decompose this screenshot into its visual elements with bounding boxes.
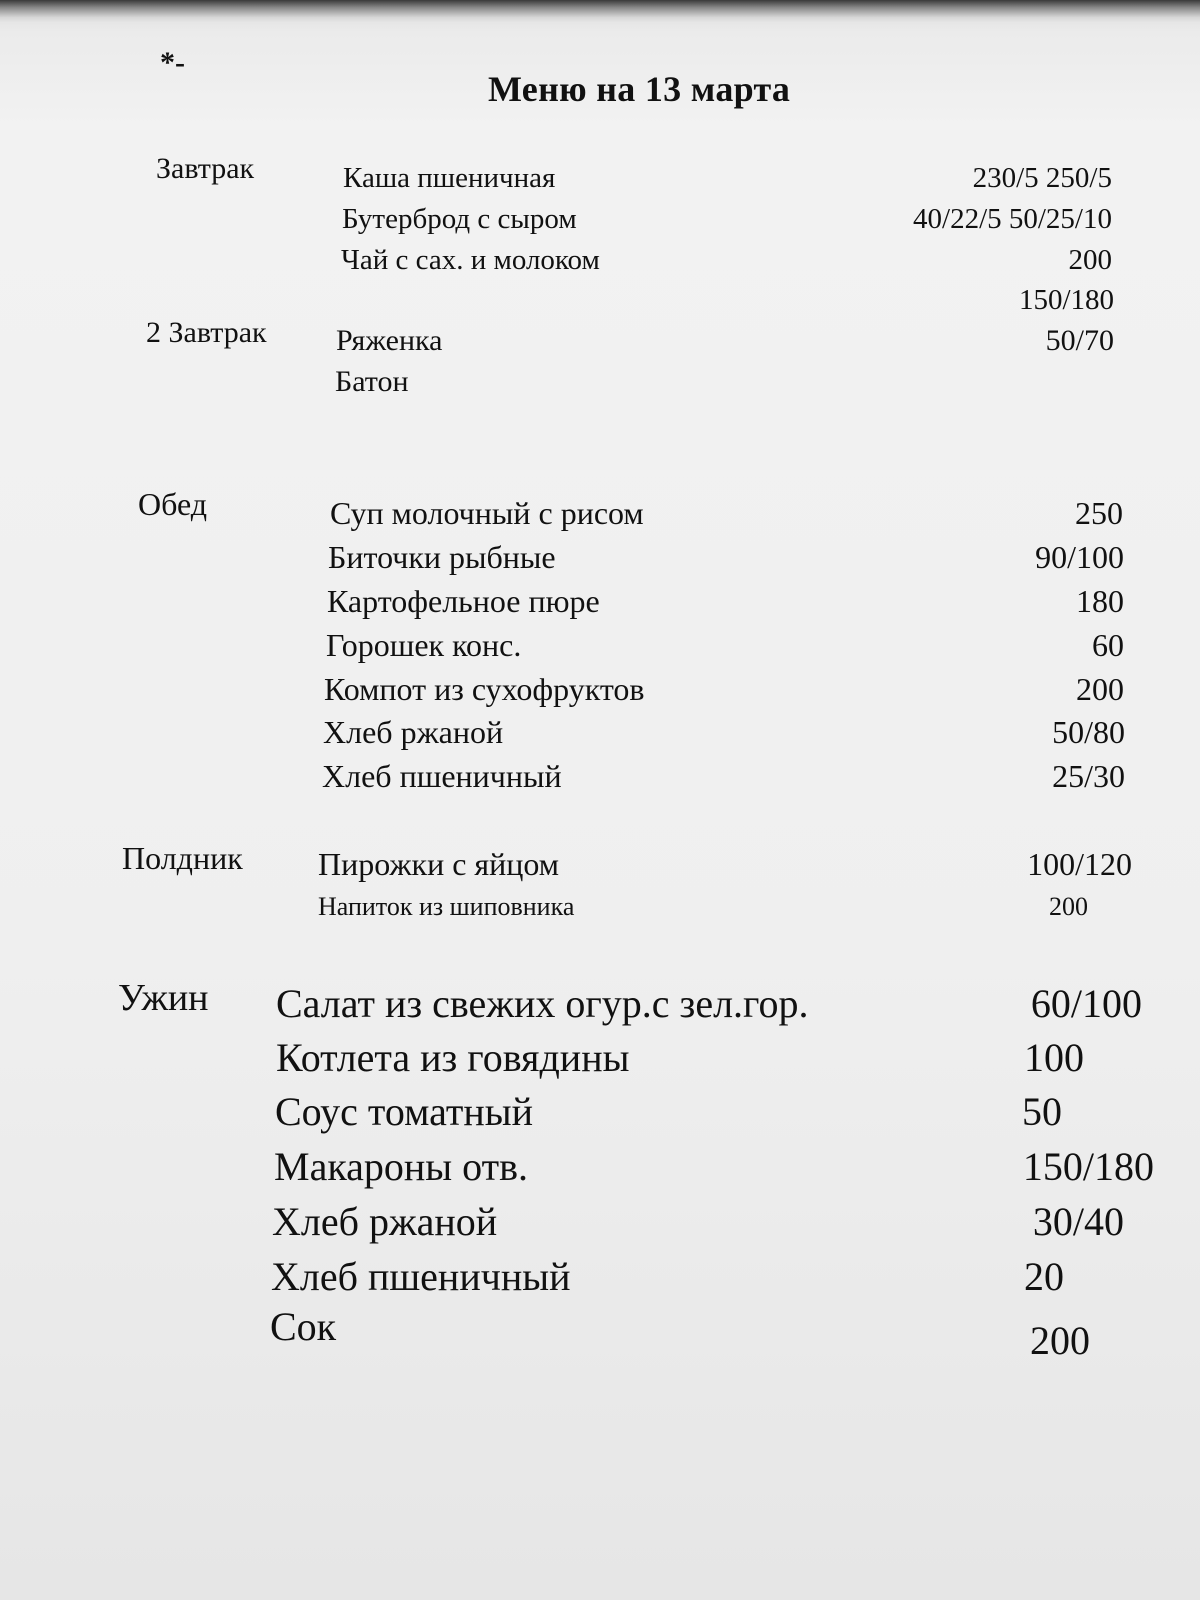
item-name: Каша пшеничная [343, 162, 556, 194]
item-name: Биточки рыбные [328, 539, 556, 575]
item-qty: 40/22/5 50/25/10 [913, 203, 1112, 235]
item-qty: 100/120 [1027, 846, 1132, 882]
item-qty: 50 [1022, 1089, 1062, 1134]
meal-label-lunch: Обед [138, 486, 208, 522]
item-name: Ряженка [336, 324, 443, 357]
page-title: Меню на 13 марта [488, 69, 791, 109]
item-qty: 30/40 [1032, 1199, 1124, 1244]
item-name: Напиток из шиповника [318, 892, 575, 921]
meal-label-snack: Полдник [122, 840, 243, 876]
item-name: Пирожки с яйцом [318, 846, 560, 882]
item-name: Горошек конс. [326, 627, 522, 663]
item-name: Хлеб пшеничный [271, 1254, 571, 1299]
item-qty: 180 [1076, 583, 1124, 619]
item-qty: 60/100 [1030, 981, 1142, 1026]
item-qty: 230/5 250/5 [972, 162, 1112, 194]
item-qty: 90/100 [1035, 539, 1124, 575]
item-name: Чай с сах. и молоком [341, 244, 600, 276]
item-qty: 100 [1024, 1035, 1084, 1080]
item-qty: 50/70 [1045, 324, 1114, 357]
item-name: Хлеб пшеничный [322, 758, 562, 794]
item-qty: 150/180 [1022, 1144, 1154, 1189]
item-name: Суп молочный с рисом [330, 495, 644, 531]
item-qty: 200 [1030, 1318, 1090, 1363]
item-qty: 200 [1076, 671, 1124, 707]
meal-label-dinner: Ужин [118, 977, 209, 1019]
meal-label-second-breakfast: 2 Завтрак [146, 316, 267, 349]
item-qty: 25/30 [1052, 758, 1125, 794]
item-name: Компот из сухофруктов [324, 671, 645, 707]
corner-mark: *- [160, 46, 185, 79]
item-name: Хлеб ржаной [272, 1199, 498, 1244]
item-name: Соус томатный [275, 1089, 534, 1134]
item-name: Хлеб ржаной [323, 714, 504, 750]
item-name: Картофельное пюре [327, 583, 600, 619]
item-name: Котлета из говядины [276, 1035, 630, 1080]
item-name: Макароны отв. [274, 1144, 529, 1189]
item-qty: 50/80 [1052, 714, 1125, 750]
item-name: Салат из свежих огур.с зел.гор. [276, 981, 809, 1026]
item-qty: 200 [1049, 892, 1088, 921]
item-qty: 60 [1092, 627, 1124, 663]
item-qty: 150/180 [1018, 284, 1114, 316]
item-name: Сок [270, 1304, 337, 1349]
item-qty: 20 [1024, 1254, 1064, 1299]
item-qty: 250 [1075, 495, 1123, 531]
item-name: Бутерброд с сыром [342, 203, 577, 235]
paper-top-shadow [0, 0, 1200, 22]
item-name: Батон [335, 365, 409, 398]
meal-label-breakfast: Завтрак [156, 152, 255, 185]
item-qty: 200 [1068, 244, 1112, 276]
